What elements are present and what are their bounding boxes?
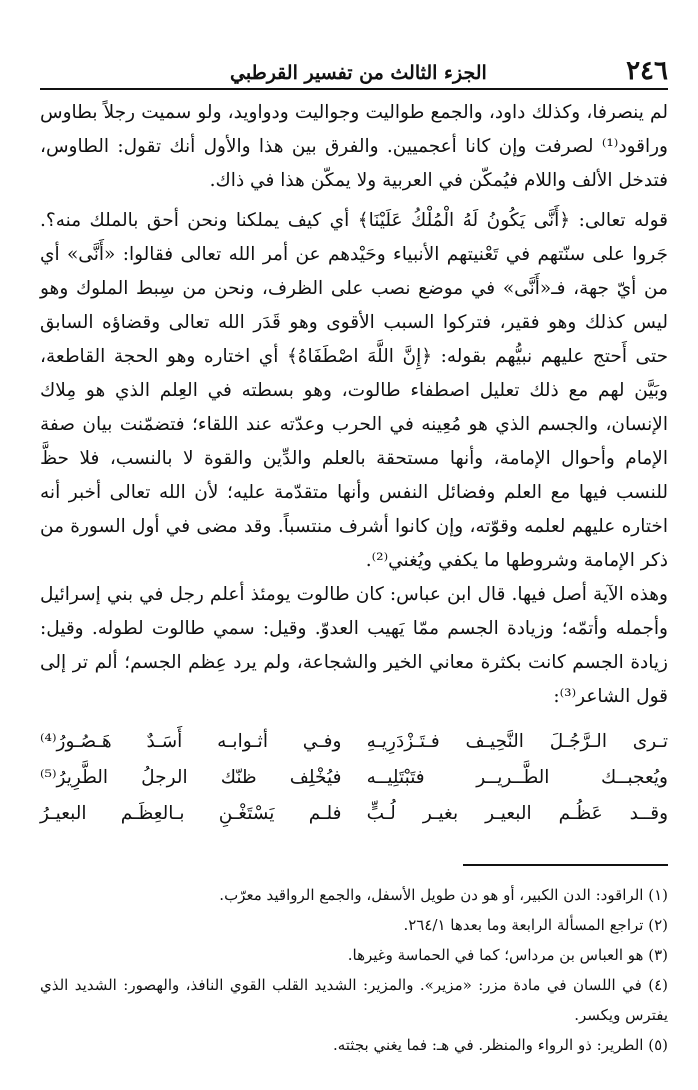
verse-second-hemistich: فيُخْلِف ظنّك الرجلُ الطَّرِيرُ⁽⁵⁾ bbox=[40, 767, 342, 788]
footnote: (٢) تراجع المسألة الرابعة وما بعدها ٢٦٤/١. bbox=[403, 916, 668, 934]
verse-first-hemistich: ويُعجبــك الطَّــريــر فتَبْتَلِيــه bbox=[366, 767, 668, 788]
running-title: الجزء الثالث من تفسير القرطبي bbox=[230, 62, 487, 84]
footnote-separator bbox=[463, 864, 668, 866]
verse-first-hemistich: تـرى الـرَّجُـلَ النَّحِيـف فـتَـزْدَرِيـهِ bbox=[366, 731, 668, 752]
verse-second-hemistich: وفـي أثـوابـه أَسَـدٌ هَـصُـورُ⁽⁴⁾ bbox=[40, 731, 342, 752]
verse-line bbox=[40, 796, 668, 832]
verse-line bbox=[40, 724, 668, 760]
paragraph: وهذه الآية أصل فيها. قال ابن عباس: كان طالوت يومئذ أعلم رجل في بني إسرائيل وأجمله وأتمّه؛ وزيادة الجسم ممّا يَهيب العدوّ. وقيل: سمي طالوت لطوله. وقيل: زيادة الجسم كانت بكثرة معاني الخير والشجاعة، ولم يرد عِظم الجسم؛ ألم تر إلى قول الشاعر⁽³⁾: bbox=[40, 584, 668, 707]
footnote: (١) الراقود: الدن الكبير، أو هو دن طويل الأسفل، والجمع الرواقيد معرّب. bbox=[219, 886, 668, 904]
paragraph: لم ينصرفا، وكذلك داود، والجمع طواليت وجواليت ودواويد، ولو سميت رجلاً بطاوس وراقود⁽¹⁾ لصرفت وإن كانا أعجميين. والفرق بين هذا والأول أنك تقول: الطاوس، فتدخل الألف واللام فيُمكّن في العربية ولا يمكّن هذا في ذاك. bbox=[40, 102, 668, 191]
page-header bbox=[40, 48, 668, 90]
verse-line bbox=[40, 760, 668, 796]
footnote: (٣) هو العباس بن مرداس؛ كما في الحماسة وغيرها. bbox=[347, 946, 668, 964]
page-number: ٢٤٦ bbox=[626, 56, 668, 86]
document-page bbox=[40, 48, 668, 1058]
footnotes bbox=[40, 880, 668, 1060]
verse-first-hemistich: وقــد عَظُـم البعيـر بغيـر لُـبٍّ bbox=[366, 803, 668, 824]
verse-second-hemistich: فلـم يَسْتَغْـنِ بـالعِظَـم البعيـرُ bbox=[40, 803, 342, 824]
footnote: (٥) الطرير: ذو الرواء والمنظر. في هـ: فما يغني بجثته. bbox=[332, 1036, 668, 1054]
footnote: (٤) في اللسان في مادة مزر: «مزير». والمزير: الشديد القلب القوي النافذ، والهصور: الشديد الذي يفترس ويكسر. bbox=[40, 976, 668, 1024]
paragraph: قوله تعالى: ﴿أَنَّى يَكُونُ لَهُ الْمُلْكُ عَلَيْنَا﴾ أي كيف يملكنا ونحن أحق بالملك منه؟. جَروا على سنّتهم في تَعْنيتهم الأنبياء وحَيْدهم عن أمر الله تعالى فقالوا: «أَنَّى» أي من أيّ جهة، فـ«أَنَّى» في موضع نصب على الظرف، ونحن من سِبط الملوك وهو ليس كذلك وهو فقير، فتركوا السبب الأقوى وهو قَدَر الله تعالى وقضاؤه السابق حتى أَحتج عليهم نبيُّهم بقوله: ﴿إِنَّ اللَّهَ اصْطَفَاهُ﴾ أي اختاره وهو الحجة القاطعة، وبَيَّن لهم مع ذلك تعليل اصطفاء طالوت، وهو بسطته في العِلم الذي هو مِلاك الإنسان، والجسم الذي هو مُعِينه في الحرب وعدّته عند اللقاء؛ فتضمّنت بيان صفة الإمام وأحوال الإمامة، وأنها مستحقة بالعلم والدِّين والقوة لا بالنسب، فلا حظَّ للنسب فيها مع العلم وفضائل النفس وأنها متقدّمة عليه؛ لأن الله تعالى أخبر أنه اختاره عليهم لعلمه وقوّته، وإن كانوا أشرف منتسباً. وقد مضى في أول السورة من ذكر الإمامة وشروطها ما يكفي ويُغني⁽²⁾. bbox=[40, 210, 668, 571]
body-text bbox=[40, 96, 668, 714]
poetry-block bbox=[40, 724, 668, 832]
